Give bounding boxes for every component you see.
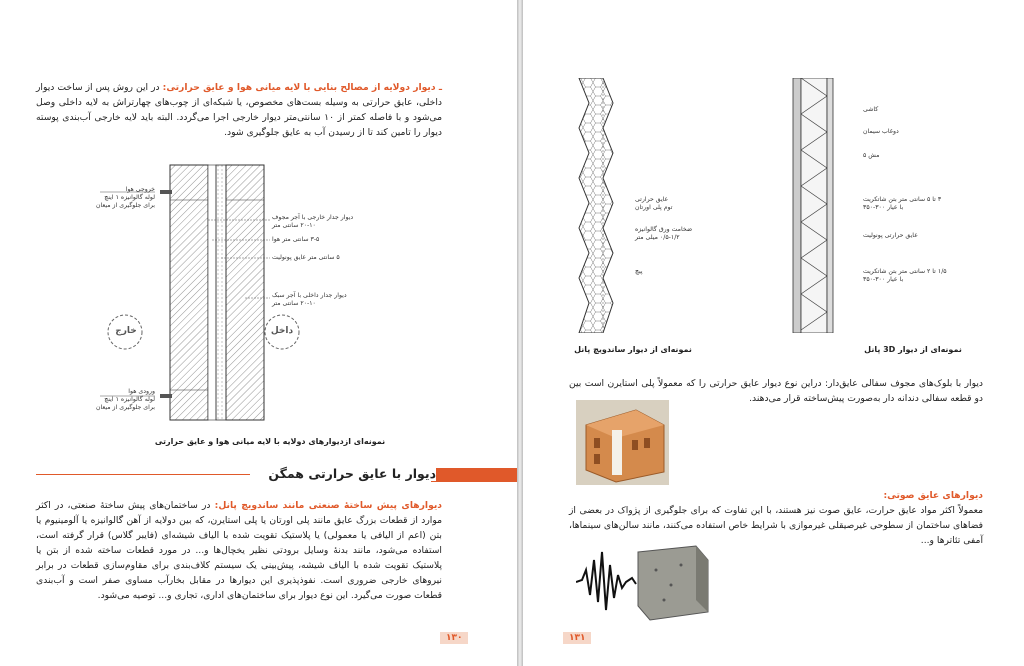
page-number-right: ۱۳۱	[563, 632, 591, 644]
label-air-out: خروجی هوا لوله گالوانیزه ۱ اینچ برای جلوگیری از میعان	[95, 186, 155, 209]
section-title: دیوار با عایق حرارتی همگن	[250, 466, 436, 481]
label-insulation: ۵ سانتی متر عایق پونولیت	[272, 254, 340, 261]
sandwich-paragraph	[36, 498, 442, 603]
label-3d-cement: دوغاب سیمان	[863, 128, 899, 135]
label-3d-foam: عایق حرارتی پونولیت	[863, 232, 918, 239]
section-accent	[431, 468, 517, 482]
label-3d-shotcrete-outer: ۳ تا ۵ سانتی متر بتن شاتکریت با عیار ۳۰۰-۳۵۰	[863, 196, 942, 211]
sound-wave-block-image	[576, 540, 716, 622]
clay-block-photo	[576, 400, 669, 485]
label-3d-tile: کاشی	[863, 106, 879, 113]
right-page	[523, 0, 1024, 666]
panel-3d-caption: نمونه‌ای از دیوار 3D پانل	[864, 345, 962, 354]
label-inside: داخل	[270, 326, 294, 336]
intro-heading: ـ دیوار دولایه از مصالح بنایی با لایه میانی هوا و عایق حرارتی:	[162, 82, 443, 93]
sandwich-text: در ساختمان‌های پیش ساختۀ صنعتی، در اکثر موارد از قطعات بزرگ عایق مانند پلی اورتان یا پلی استایرن، که بین دولایه از آهن گالوانیزه یا آلومینیوم یا بتن (اعم از الیافی یا معمولی) یا پلاستیک تقویت شده با الیاف شیشه‌ای (فایبر گلاس) قرار گرفته است، استفاده می‌شود، مانند بدنۀ وسایل برودتی نظیر یخچال‌ها و... در مورد قطعات ساخته شده از بتن یا پلاستیک تقویت شده با الیاف شیشه، پیش‌بینی یک سیستم کلاف‌بندی برای مقاوم‌سازی قطعات در برابر نیروهای خارجی ضروری است. نفوذپذیری این دیوارها در مقابل بخارآب مساوی صفر است و آب‌بندی قطعات صورت می‌گیرد. این نوع دیوار برای ساختمان‌های اداری، تجاری و... توصیه می‌شود.	[36, 500, 442, 601]
intro-text: در این روش پس از ساخت دیوار داخلی، عایق حرارتی به وسیله بست‌های مخصوص، یا شبکه‌ای از چوب‌های چهارتراش به لایه داخلی وصل می‌شود و با فاصله کمتر از ۱۰ سانتی‌متر دیوار خارجی اجرا می‌گردد. البته باید لایه خارجی آب‌بندی پوسته دیوار را تامین کند تا از رسیدن آب به عایق جلوگیری شود.	[36, 82, 442, 138]
cavity-wall-caption: نمونه‌ای ازدیوارهای دولایه با لایه میانی هوا و عایق حرارتی	[154, 437, 386, 446]
page-number-left: ۱۳۰	[440, 632, 468, 644]
label-air-gap: ۳-۵ سانتی متر هوا	[272, 236, 320, 243]
acoustic-heading: دیوارهای عایق صوتی:	[883, 490, 983, 501]
acoustic-text: معمولاً اکثر مواد عایق حرارت، عایق صوت نیز هستند، با این تفاوت که برای جلوگیری از پژواک در بعضی از فضاهای ساختمان از سطوحی غیرصیقلی غیرموازی با شرایط خاص استفاده می‌کنند، مانند سالن‌های سینماها، آمفی تئاترها و...	[569, 505, 983, 546]
intro-paragraph	[36, 80, 442, 140]
label-3d-shotcrete-inner: ۱/۵ تا ۲ سانتی متر بتن شاتکریت با عیار ۳۰۰-۳۵۰	[863, 268, 947, 283]
block-paragraph: دیوار با بلوک‌های مجوف سفالی عایق‌دار: دراین نوع دیوار عایق حرارتی را که معمولاً پلی استایرن است بین دو قطعه سفالی دندانه دار به‌صورت پیش‌ساخته قرار می‌دهند.	[569, 378, 983, 404]
sandwich-panel-caption: نمونه‌ای از دیوار ساندویچ پانل	[574, 345, 692, 354]
label-3d-mesh: مش ۵	[863, 152, 880, 159]
sandwich-panel-diagram	[573, 78, 633, 333]
label-air-in: ورودی هوا لوله گالوانیزه ۱ اینچ برای جلوگیری از میعان	[95, 388, 155, 411]
label-sandwich-insulation: عایق حرارتی توم پلی اورتان	[635, 196, 673, 211]
sandwich-heading: دیوارهای پیش ساختۀ صنعتی مانند ساندویچ پانل:	[214, 500, 443, 511]
label-inner-wall: دیوار جدار داخلی با آجر سبک ۲۰-۱۰ سانتی متر	[272, 292, 347, 307]
label-sandwich-sheet: ضخامت ورق گالوانیزه ۰/۵-۱/۲ میلی متر	[635, 226, 693, 241]
acoustic-paragraph	[569, 488, 983, 548]
label-outer-wall: دیوار جدار خارجی با آجر مجوف ۲۰-۱۰ سانتی متر	[272, 214, 354, 229]
label-sandwich-bolt: پیچ	[635, 268, 643, 275]
label-outside: خارج	[115, 326, 137, 336]
panel-3d-diagram	[791, 78, 841, 333]
